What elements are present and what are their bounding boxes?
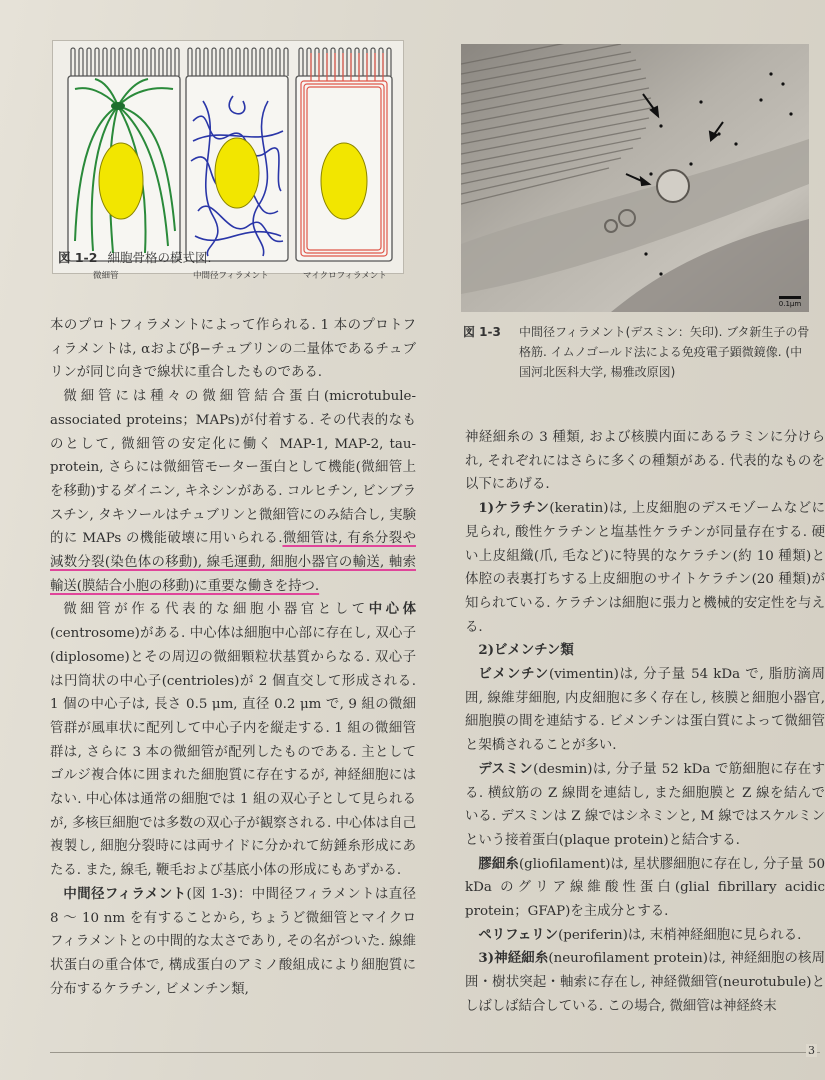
section-periferin [465, 924, 825, 948]
figure-1-3-number: 図 1-3 [463, 325, 501, 339]
term-gliofilament: 膠細糸 [478, 855, 519, 872]
page-number: 3 [808, 1044, 815, 1057]
figure-1-3-caption [463, 322, 811, 382]
gliofilament-text: (gliofilament)は, 星状膠細胞に存在し, 分子量 50 kDa のグリア線維酸性蛋白(glial fibrillary acidic protein；GFAP)を主成分とする. [465, 856, 825, 920]
cytoskeleton-diagram [53, 41, 403, 273]
figure-1-2-diagram [52, 40, 404, 281]
scale-bar-line [779, 296, 801, 299]
section-keratin [465, 497, 825, 639]
figure-1-2-caption-text: 細胞骨格の模式図. [107, 250, 212, 265]
term-desmin: デスミン [478, 760, 534, 777]
section-gliofilament [465, 853, 825, 924]
left-p2-text: 微細管には種々の微細管結合蛋白(microtubule-associated proteins；MAPs)が付着する. その代表的なものとして, 微細管の安定化に働く MAP-1, MAP-2, tau-protein, さらには微細管モーター蛋白として機能(微細管上を移動)するダイニン, キネシンがある. コルヒチン, ビンブラスチン, タキソールはチュブリンと微細管にのみ結合し, 実験的に MAPs の機能破壊に用いられる. [50, 389, 416, 547]
left-p4 [50, 883, 416, 1002]
right-column [465, 426, 825, 1019]
desmin-text: (desmin)は, 分子量 52 kDa で筋細胞に存在する. 横紋筋の Z 線間を連結し, また細胞膜と Z 線を結んでいる. デスミンは Z 線ではシネミンと, M 線ではスケルミンという接着蛋白(plaque protein)と結合する. [465, 761, 825, 848]
nucleus-3 [321, 143, 367, 219]
label-intermediate: 中間径フィラメント [193, 271, 269, 281]
scale-bar [775, 296, 805, 308]
term-centrosome: 中心体 [368, 601, 416, 618]
figure-1-2-caption [58, 248, 211, 266]
neurofilament-text: (neurofilament protein)は, 神経細胞の核周囲・樹状突起・軸索に存在し, 神経微細管(neurotubule)としばしば結合している. この場合, 微細管は神経終末 [465, 951, 825, 1014]
nucleus-1 [99, 143, 143, 219]
section-desmin [465, 758, 825, 853]
nucleus-2 [215, 138, 259, 208]
left-p4-rest: (図 1-3)：中間径フィラメントは直径 8 〜 10 nm を有することから, ちょうど微細管とマイクロフィラメントとの中間的な太さであり, その名がついた. 線維状蛋白の重合体で, 構成蛋白のアミノ酸組成により細胞質に分布するケラチン, ビメンチン類, [50, 886, 416, 997]
left-p3-pre: 微細管が作る代表的な細胞小器官として [63, 602, 369, 618]
scale-bar-label: 0.1μm [778, 300, 802, 308]
heading-vimentin-class: 2)ビメンチン類 [478, 642, 574, 659]
term-intermediate-filament: 中間径フィラメント [63, 885, 187, 902]
label-microfilament: マイクロフィラメント [303, 271, 387, 281]
figure-1-3-micrograph [461, 44, 809, 312]
highlighted-sentence: 微細管は, 有糸分裂や減数分裂(染色体の移動), 線毛運動, 細胞小器官の輸送, 軸索輸送(膜結合小胞の移動)に重要な働きを持つ. [50, 531, 416, 594]
heading-neurofilament: 3)神経細糸 [478, 950, 549, 967]
figure-1-3-caption-text: 中間径フィラメント(デスミン：矢印). ブタ新生子の骨格筋. イムノゴールド法による免疫電子顕微鏡像. (中国河北医科大学, 楊雅改原図) [519, 325, 810, 379]
term-vimentin: ビメンチン [478, 666, 549, 683]
left-p3-rest: (centrosome)がある. 中心体は細胞中心部に存在し, 双心子(diplosome)とその周辺の微細顆粒状基質からなる. 双心子は円筒状の中心子(centrioles)が 2 個直交して形成される. 1 個の中心子は, 長さ 0.5 μm, 直径 0.2 μm で, 9 組の微細管群が風車状に配列して中心子内を縦走する. 1 組の微細管群は, さらに 3 本の微細管が配列したものである. 主としてゴルジ複合体に囲まれた細胞質に存在するが, 神経細胞にはない. 中心体は通常の細胞では 1 組の双心子として見られるが, 多核巨細胞では多数の双心子が観察される. 中心体は自己複製し, 細胞分裂時には両サイドに分かれて紡錘糸形成にあたる. また, 線毛, 鞭毛および基底小体の形成にもあずかる. [50, 626, 416, 879]
periferin-text: (periferin)は, 末梢神経細胞に見られる. [558, 927, 802, 943]
left-p3 [50, 598, 416, 882]
em-image [461, 44, 809, 312]
heading-keratin: 1)ケラチン [478, 500, 550, 517]
section-vimentin [465, 663, 825, 758]
left-column [50, 314, 416, 1001]
section-neurofilament [465, 947, 825, 1018]
left-p1: 本のプロトフィラメントによって作られる. 1 本のプロトフィラメントは, αおよびβ−チュブリンの二量体であるチュブリンが同じ向きで線状に重合したものである. [50, 318, 416, 381]
label-microtubule: 微細管 [93, 271, 119, 281]
footer-rule [50, 1052, 820, 1053]
keratin-text: (keratin)は, 上皮細胞のデスモゾームなどに見られ, 酸性ケラチンと塩基性ケラチンが同量存在する. 硬い上皮組織(爪, 毛など)に特異的なケラチン(約 10 種類)と体腔の表裏打ちする上皮細胞のサイトケラチン(20 種類)が知られている. ケラチンは細胞に張力と機械的安定性を与える. [465, 501, 825, 635]
vimentin-text: (vimentin)は, 分子量 54 kDa で, 脂肪滴周囲, 線維芽細胞, 内皮細胞に多く存在し, 核膜と細胞小器官, 細胞膜の間を連結する. ビメンチンは蛋白質によって微細管と架橋されることが多い. [465, 667, 825, 754]
figure-1-2-number: 図 1-2 [58, 250, 98, 265]
left-p2 [50, 385, 416, 598]
centrosome [111, 102, 125, 110]
term-periferin: ペリフェリン [478, 926, 559, 943]
right-p1: 神経細糸の 3 種類, および核膜内面にあるラミンに分けられ, それぞれにはさらに多くの種類がある. 代表的なものを以下にあげる. [465, 430, 825, 493]
